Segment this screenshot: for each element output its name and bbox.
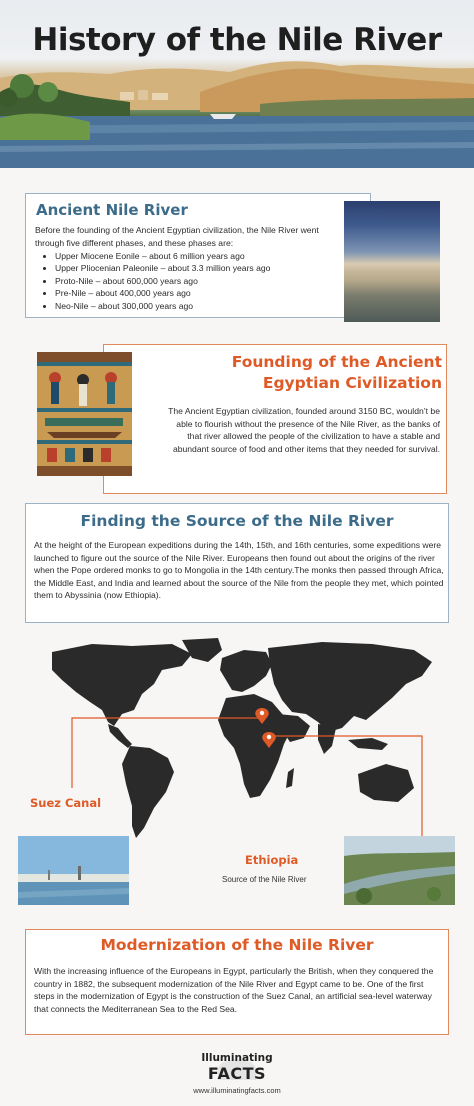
- desert-river-photo: [344, 201, 440, 322]
- hieroglyph-painting-image: [37, 352, 132, 476]
- logo-line1: Illuminating: [201, 1052, 273, 1064]
- founding-heading: [170, 352, 442, 394]
- founding-heading-line1: Founding of the Ancient: [231, 353, 442, 371]
- world-map: [22, 636, 452, 848]
- source-heading: Finding the Source of the Nile River: [80, 512, 394, 530]
- suez-canal-label: Suez Canal: [30, 796, 102, 810]
- ancient-nile-heading: Ancient Nile River: [36, 201, 188, 219]
- footer-url[interactable]: www.illuminatingfacts.com: [193, 1086, 281, 1095]
- founding-heading-line2: Egyptian Civilization: [262, 374, 442, 392]
- founding-body: The Ancient Egyptian civilization, founded around 3150 BC, wouldn’t be able to flourish without the presence of the Nile River, as the banks of that river allowed the people of the civilization to have a stable and abundant source of food and other items that they needed for survival.: [168, 406, 440, 454]
- ancient-nile-intro: Before the founding of the Ancient Egyptian civilization, the Nile River went through five different phases, and these phases are:: [35, 225, 319, 248]
- phase-item: • Upper Pliocenian Paleonile – about 3.3 million years ago: [55, 262, 345, 274]
- ancient-nile-phase-list: [35, 250, 345, 312]
- continents: [52, 638, 432, 838]
- phase-item: • Pre-Nile – about 400,000 years ago: [55, 287, 345, 299]
- phase-item: • Upper Miocene Eonile – about 6 million years ago: [55, 250, 345, 262]
- page-title: History of the Nile River: [32, 22, 442, 58]
- ethiopia-label: Ethiopia: [245, 853, 299, 867]
- modernization-body: With the increasing influence of the Europeans in Egypt, particularly the British, when they conquered the country in 1882, the subsequent modernization of the Nile River and Egypt came to be. One of the first steps in the modernization of Egypt is the construction of the Suez Canal, an artificial sea-level waterway that connects the Mediterranean Sea to the Red Sea.: [34, 966, 434, 1014]
- ethiopia-river-photo: [344, 836, 455, 905]
- ethiopia-caption: Source of the Nile River: [222, 875, 307, 884]
- source-body: At the height of the European expeditions during the 14th, 15th, and 16th centuries, some expeditions were launched to figure out the source of the Nile River. Europeans then found out about the origins of the river when the Pope ordered monks to go to Mongolia in the 14th century.The monks then passed through Africa, the Middle East, and India and learned about the source of the Nile from the people they met, which pointed them to Abyssinia (now Ethiopia).: [34, 540, 444, 601]
- illuminating-facts-logo: [180, 1050, 294, 1084]
- phase-item: • Neo-Nile – about 300,000 years ago: [55, 300, 345, 312]
- logo-line2: FACTS: [207, 1064, 267, 1083]
- suez-canal-photo: [18, 836, 129, 905]
- phase-item: • Proto-Nile – about 600,000 years ago: [55, 275, 345, 287]
- modernization-heading: Modernization of the Nile River: [100, 936, 374, 954]
